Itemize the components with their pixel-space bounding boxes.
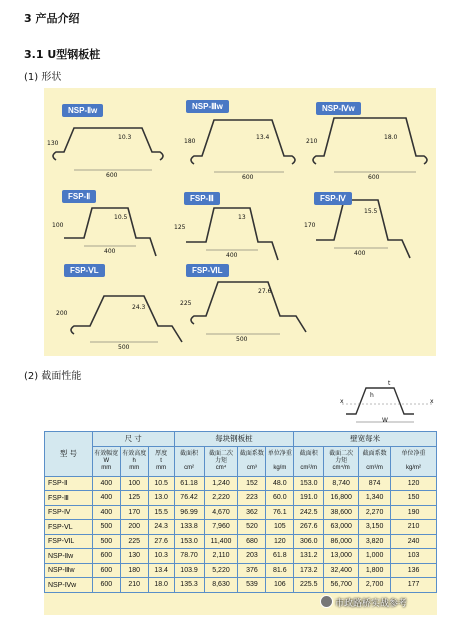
header-text: 截面系数 [362,450,387,457]
dim-thick-fsp-4: 15.5 [364,208,378,215]
header-text: cm³/m [366,464,383,471]
section-t-label: t [388,380,391,387]
table-cell: 103.9 [174,563,204,578]
table-cell: 153.0 [294,476,324,491]
col-wall-inertia [324,446,359,476]
table-cell: 1,240 [204,476,238,491]
table-cell: 2,220 [204,491,238,506]
table-cell: 103 [391,549,437,564]
header-text: 截面积 [299,450,318,457]
table-cell: 120 [391,476,437,491]
table-cell: 153.0 [174,534,204,549]
watermark-icon [320,595,333,608]
header-text: mm [129,464,140,471]
table-cell: 63,000 [324,520,359,535]
table-cell: 27.6 [148,534,174,549]
table-cell: 400 [92,505,120,520]
header-text: 截面系数 [239,450,264,457]
chapter-heading: 3 产品介绍 [24,12,80,25]
table-cell: 5,220 [204,563,238,578]
dim-width-fsp-5l: 500 [118,344,130,351]
dim-width-fsp-6l: 500 [236,336,248,343]
section-x-left: x [340,398,344,405]
dim-thick-fsp-3: 13 [238,214,246,221]
dim-width-fsp-3: 400 [226,252,238,259]
dim-height-nsp-2: 130 [47,140,59,147]
table-cell: 400 [92,491,120,506]
table-cell: 267.6 [294,520,324,535]
shapes-drawing [44,88,436,356]
table-cell: 874 [359,476,391,491]
table-cell: 376 [238,563,266,578]
table-cell: 131.2 [294,549,324,564]
section-x-right: x [430,398,434,405]
table-cell: 2,110 [204,549,238,564]
table-row [45,549,437,564]
col-modulus [238,446,266,476]
table-cell: 32,400 [324,563,359,578]
table-cell: 105 [266,520,294,535]
col-thickness [148,446,174,476]
shape-label-nsp-3: NSP-Ⅲw [186,100,229,113]
header-text: 力矩 [335,457,348,464]
dim-width-nsp-4: 600 [368,174,380,181]
row-model-cell: FSP-Ⅱ [45,476,93,491]
table-body [45,476,437,592]
section-heading: 3.1 U型钢板桩 [24,48,101,61]
table-cell: 78.70 [174,549,204,564]
dim-height-fsp-2: 100 [52,222,64,229]
row-model-cell: FSP-Ⅳ [45,505,93,520]
row-model-cell: FSP-ⅤL [45,520,93,535]
col-wall-weight [391,446,437,476]
dim-thick-fsp-5l: 24.3 [132,304,146,311]
table-cell: 177 [391,578,437,593]
table-cell: 191.0 [294,491,324,506]
col-area [174,446,204,476]
dim-thick-fsp-6l: 27.6 [258,288,272,295]
table-cell: 13.4 [148,563,174,578]
table-cell: 4,670 [204,505,238,520]
table-cell: 1,000 [359,549,391,564]
table-cell: 210 [391,520,437,535]
table-cell: 2,270 [359,505,391,520]
table-cell: 125 [120,491,148,506]
col-weight [266,446,294,476]
table-cell: 152 [238,476,266,491]
header-text: 截面二次 [329,450,354,457]
header-text: kg/m² [406,464,422,471]
header-text: kg/m [273,464,287,471]
table-cell: 13.0 [148,491,174,506]
table-cell: 150 [391,491,437,506]
shape-label-nsp-4: NSP-Ⅳw [316,102,361,115]
shape-label-fsp-2: FSP-Ⅱ [62,190,96,203]
section-h-label: h [370,392,374,399]
table-cell: 190 [391,505,437,520]
header-text: 有效幅宽 [94,450,119,457]
col-inertia [204,446,238,476]
table-cell: 225.5 [294,578,324,593]
table-cell: 8,630 [204,578,238,593]
dim-height-fsp-4: 170 [304,222,316,229]
profile-fsp-5l [71,296,182,342]
table-cell: 15.5 [148,505,174,520]
dim-width-nsp-2: 600 [106,172,118,179]
header-text: cm² [184,464,195,471]
header-text: 单位净重 [401,450,426,457]
header-text: 有效高度 [122,450,147,457]
table-cell: 106 [266,578,294,593]
header-text: 截面二次 [208,450,233,457]
table-cell: 56,700 [324,578,359,593]
table-row [45,534,437,549]
table-cell: 600 [92,578,120,593]
group-size: 尺 寸 [92,432,174,447]
table-cell: 180 [120,563,148,578]
table-row [45,563,437,578]
table-cell: 16,800 [324,491,359,506]
shape-subheading: (1) 形状 [24,72,62,83]
table-cell: 2,700 [359,578,391,593]
table-cell: 500 [92,520,120,535]
col-model: 型 号 [45,432,93,477]
table-cell: 61.18 [174,476,204,491]
table-cell: 600 [92,563,120,578]
table-cell: 362 [238,505,266,520]
section-w-label: W [382,417,388,424]
dim-thick-fsp-2: 10.5 [114,214,128,221]
header-text: cm⁴ [215,464,227,471]
row-model-cell: FSP-ⅥL [45,534,93,549]
shape-label-nsp-2: NSP-Ⅱw [62,104,103,117]
table-cell: 210 [120,578,148,593]
row-model-cell: NSP-Ⅳw [45,578,93,593]
row-model-cell: NSP-Ⅲw [45,563,93,578]
header-text: cm⁴/m [332,464,350,471]
section-diagram [340,380,436,426]
dim-height-nsp-3: 180 [184,138,196,145]
table-cell: 170 [120,505,148,520]
dim-height-nsp-4: 210 [306,138,318,145]
table-cell: 173.2 [294,563,324,578]
table-cell: 10.3 [148,549,174,564]
profile-nsp-2 [53,128,163,160]
table-cell: 520 [238,520,266,535]
table-cell: 203 [238,549,266,564]
table-row [45,491,437,506]
table-row [45,476,437,491]
table-cell: 81.6 [266,563,294,578]
table-cell: 3,820 [359,534,391,549]
table-cell: 100 [120,476,148,491]
table-cell: 11,400 [204,534,238,549]
dim-width-fsp-2: 400 [104,248,116,255]
header-text: 截面积 [180,450,199,457]
shape-label-fsp-5l: FSP-ⅤL [64,264,105,277]
header-text: cm³ [246,464,257,471]
col-height [120,446,148,476]
table-cell: 200 [120,520,148,535]
dim-thick-nsp-2: 10.3 [118,134,132,141]
row-model-cell: NSP-Ⅱw [45,549,93,564]
dim-thick-nsp-3: 13.4 [256,134,270,141]
table-cell: 539 [238,578,266,593]
dim-height-fsp-5l: 200 [56,310,68,317]
header-text: h [132,457,136,464]
table-cell: 1,800 [359,563,391,578]
table-row [45,505,437,520]
table-cell: 240 [391,534,437,549]
shapes-figure [44,88,436,356]
dim-width-nsp-3: 600 [242,174,254,181]
table-cell: 130 [120,549,148,564]
shape-label-fsp-4: FSP-Ⅳ [314,192,352,205]
table-cell: 24.3 [148,520,174,535]
table-cell: 225 [120,534,148,549]
col-width [92,446,120,476]
dim-height-fsp-3: 125 [174,224,186,231]
table-cell: 18.0 [148,578,174,593]
table-cell: 223 [238,491,266,506]
table-cell: 3,150 [359,520,391,535]
header-text: 单位净重 [267,450,292,457]
col-wall-area [294,446,324,476]
header-text: mm [156,464,167,471]
table-cell: 600 [92,549,120,564]
group-per-meter: 壁宽每米 [294,432,437,447]
table-cell: 48.0 [266,476,294,491]
table-row [45,578,437,593]
col-wall-modulus [359,446,391,476]
table-cell: 76.1 [266,505,294,520]
header-text: 力矩 [214,457,227,464]
section-properties-table [44,431,437,593]
table-cell: 1,340 [359,491,391,506]
row-model-cell: FSP-Ⅲ [45,491,93,506]
table-cell: 242.5 [294,505,324,520]
table-row [45,520,437,535]
table-cell: 7,960 [204,520,238,535]
profile-nsp-3 [191,120,295,164]
dim-height-fsp-6l: 225 [180,300,192,307]
sheet-pile-profiles [53,118,427,342]
section-properties-subheading: (2) 截面性能 [24,371,82,382]
table-cell: 61.8 [266,549,294,564]
dim-thick-nsp-4: 18.0 [384,134,398,141]
group-single-pile: 每块钢板桩 [174,432,294,447]
table-cell: 76.42 [174,491,204,506]
table-cell: 135.3 [174,578,204,593]
dim-width-fsp-4: 400 [354,250,366,257]
table-cell: 60.0 [266,491,294,506]
table-cell: 10.5 [148,476,174,491]
table-cell: 86,000 [324,534,359,549]
header-text: mm [101,464,112,471]
header-text: cm²/m [300,464,318,471]
header-text: 厚度 [155,450,168,457]
table-cell: 120 [266,534,294,549]
shape-label-fsp-6l: FSP-ⅥL [186,264,229,277]
section-properties-table-wrapper [44,431,437,615]
table-cell: 8,740 [324,476,359,491]
table-cell: 136 [391,563,437,578]
header-text: W [103,457,110,464]
header-text: t [160,457,162,464]
shape-label-fsp-3: FSP-Ⅲ [184,192,220,205]
profile-nsp-4 [313,118,427,164]
profile-fsp-6l [191,282,306,332]
table-cell: 38,600 [324,505,359,520]
watermark-text: 市政路桥实战参考 [335,598,408,608]
table-cell: 400 [92,476,120,491]
table-cell: 133.8 [174,520,204,535]
table-cell: 680 [238,534,266,549]
table-cell: 13,000 [324,549,359,564]
table-cell: 500 [92,534,120,549]
table-cell: 306.0 [294,534,324,549]
table-cell: 96.99 [174,505,204,520]
